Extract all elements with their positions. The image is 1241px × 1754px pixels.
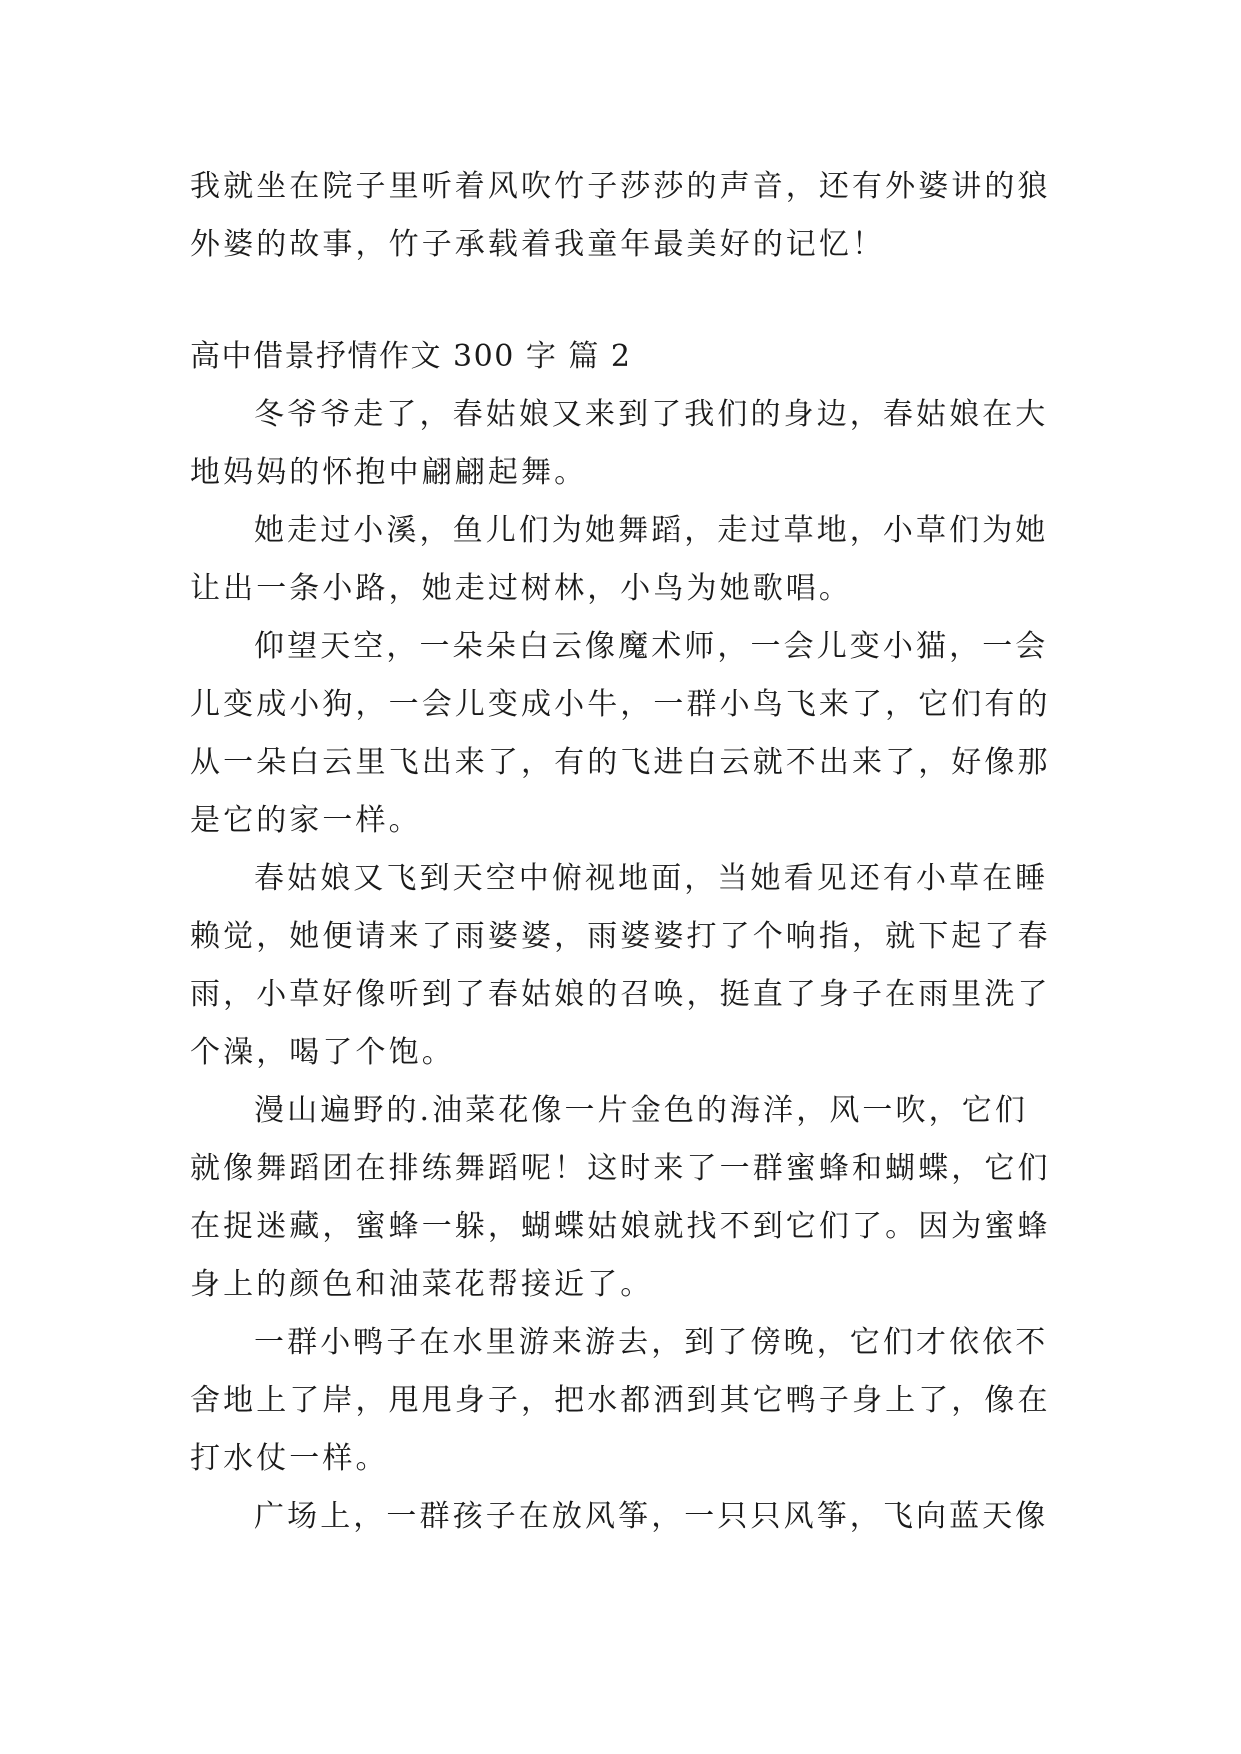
text-line: 在捉迷藏，蜜蜂一躲，蝴蝶姑娘就找不到它们了。因为蜜蜂	[190, 1209, 1051, 1244]
text-line: 外婆的故事，竹子承载着我童年最美好的记忆！	[190, 227, 886, 262]
text-line: 她走过小溪，鱼儿们为她舞蹈，走过草地，小草们为她	[254, 513, 1049, 548]
text-line: 春姑娘又飞到天空中俯视地面，当她看见还有小草在睡	[254, 861, 1049, 896]
intro-paragraph	[190, 158, 1052, 274]
paragraph	[190, 502, 1052, 618]
text-line: 打水仗一样。	[190, 1441, 389, 1476]
paragraph	[190, 1488, 1052, 1546]
paragraph	[190, 1314, 1052, 1488]
text-line: 冬爷爷走了，春姑娘又来到了我们的身边，春姑娘在大	[254, 397, 1049, 432]
paragraph	[190, 386, 1052, 502]
section-heading: 高中借景抒情作文 300 字 篇 2	[190, 339, 632, 374]
text-line: 就像舞蹈团在排练舞蹈呢！这时来了一群蜜蜂和蝴蝶，它们	[190, 1151, 1051, 1186]
text-line: 仰望天空，一朵朵白云像魔术师，一会儿变小猫，一会	[254, 629, 1049, 664]
text-line: 一群小鸭子在水里游来游去，到了傍晚，它们才依依不	[254, 1325, 1049, 1360]
paragraph	[190, 618, 1052, 850]
text-line: 赖觉，她便请来了雨婆婆，雨婆婆打了个响指，就下起了春	[190, 919, 1051, 954]
text-line: 是它的家一样。	[190, 803, 422, 838]
text-line: 让出一条小路，她走过树林，小鸟为她歌唱。	[190, 571, 852, 606]
text-line: 雨，小草好像听到了春姑娘的召唤，挺直了身子在雨里洗了	[190, 977, 1051, 1012]
paragraph	[190, 850, 1052, 1082]
text-line: 舍地上了岸，甩甩身子，把水都洒到其它鸭子身上了，像在	[190, 1383, 1051, 1418]
text-line: 我就坐在院子里听着风吹竹子莎莎的声音，还有外婆讲的狼	[190, 169, 1051, 204]
text-line: 个澡，喝了个饱。	[190, 1035, 455, 1070]
text-line: 身上的颜色和油菜花帮接近了。	[190, 1267, 654, 1302]
text-line: 漫山遍野的.油菜花像一片金色的海洋，风一吹，它们	[254, 1093, 1028, 1128]
paragraph	[190, 1082, 1052, 1314]
text-line: 儿变成小狗，一会儿变成小牛，一群小鸟飞来了，它们有的	[190, 687, 1051, 722]
text-line: 地妈妈的怀抱中翩翩起舞。	[190, 455, 588, 490]
document-body	[190, 158, 1052, 1546]
text-line: 广场上，一群孩子在放风筝，一只只风筝，飞向蓝天像	[254, 1499, 1049, 1534]
text-line: 从一朵白云里飞出来了，有的飞进白云就不出来了，好像那	[190, 745, 1051, 780]
